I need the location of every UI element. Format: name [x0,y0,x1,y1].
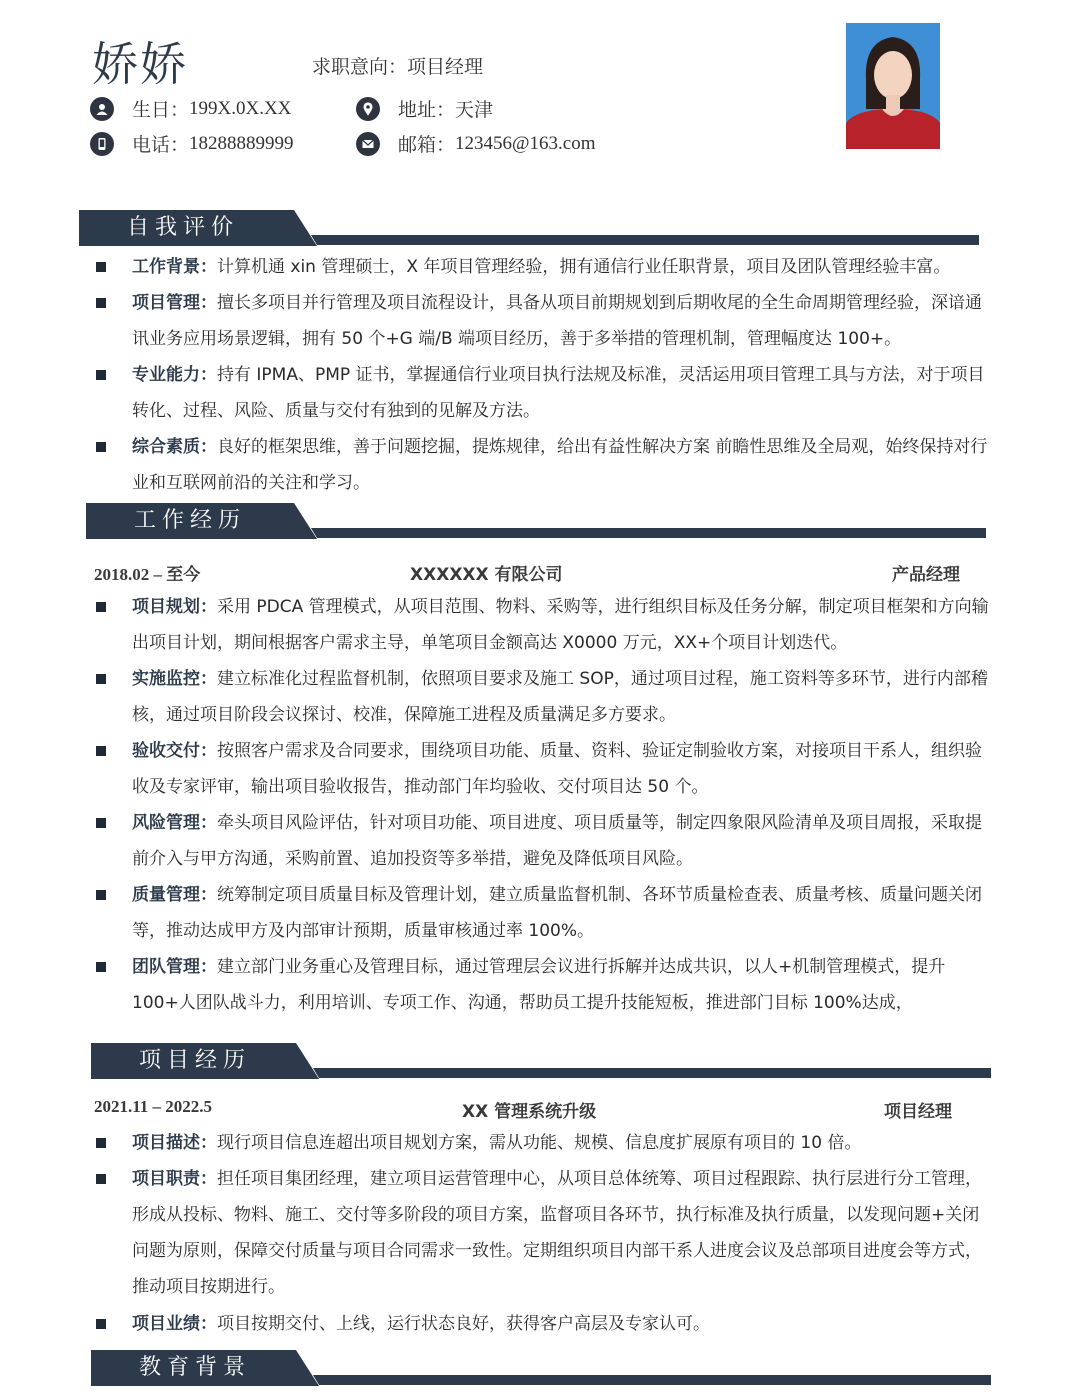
work-item [132,877,992,949]
phone-label: 电话： [132,134,190,156]
work-company: XXXXXX 有限公司 [410,565,563,585]
address-label: 地址： [398,99,456,121]
work-item [132,949,992,1021]
list-bullet [96,746,106,756]
item-key: 验收交付： [132,741,217,761]
project-item [132,1125,992,1161]
work-meta-row [94,560,974,588]
item-text: 建立标准化过程监督机制，依照项目要求及施工 SOP，通过项目过程，施工资料等多环节，进行内部稽核，通过项目阶段会议探讨、校准，保障施工进程及质量满足多方要求。 [132,669,988,725]
item-key: 专业能力： [132,365,217,385]
work-item [132,733,992,805]
item-key: 质量管理： [132,885,217,905]
birthday-row [90,95,291,122]
work-item [132,661,992,733]
item-key: 项目管理： [132,293,217,313]
list-bullet [96,370,106,380]
list-bullet [96,442,106,452]
work-item [132,589,992,661]
item-key: 工作背景： [132,257,217,277]
item-key: 实施监控： [132,669,217,689]
item-key: 风险管理： [132,813,217,833]
envelope-icon [356,132,380,156]
self-eval-item [132,357,992,429]
item-text: 担任项目集团经理，建立项目运营管理中心，从项目总体统筹、项目过程跟踪、执行层进行分工管理，形成从投标、物料、施工、交付等多阶段的项目方案，监督项目各环节，执行标准及执行质量，以发现问题+关闭问题为原则，保障交付质量与项目合同需求一致性。定期组织项目内部干系人进度会议及总部项目进度会等方式，推动项目按期进行。 [132,1169,982,1297]
candidate-name: 娇娇 [92,37,188,91]
item-text: 统筹制定项目质量目标及管理计划，建立质量监督机制、各环节质量检查表、质量考核、质量问题关闭等，推动达成甲方及内部审计预期，质量审核通过率 100%。 [132,885,982,941]
list-bullet [96,262,106,272]
address-value: 天津 [455,99,494,121]
work-title: 工作经历 [134,508,247,533]
item-text: 建立部门业务重心及管理目标，通过管理层会议进行拆解并达成共识，以人+机制管理模式，提升100+人团队战斗力，利用培训、专项工作、沟通，帮助员工提升技能短板，推进部门目标 100%达成， [132,957,946,1013]
self-eval-item [132,285,992,357]
item-text: 计算机通 xin 管理硕士，X 年项目管理经验，拥有通信行业任职背景，项目及团队管理经验丰富。 [217,257,951,277]
list-bullet [96,1138,106,1148]
birthday-label: 生日： [132,99,190,121]
work-period: 2018.02 – 至今 [94,565,201,584]
item-text: 擅长多项目并行管理及项目流程设计，具备从项目前期规划到后期收尾的全生命周期管理经验，深谙通讯业务应用场景逻辑，拥有 50 个+G 端/B 端项目经历，善于多举措的管理机制，管理幅度达 100+。 [132,293,982,349]
project-meta-row [94,1097,974,1125]
education-header [91,1350,991,1386]
project-role: 项目经理 [884,1102,952,1122]
item-key: 综合素质： [132,437,217,457]
work-role: 产品经理 [892,565,960,585]
job-intent-label: 求职意向： [312,56,408,78]
list-bullet [96,818,106,828]
item-text: 牵头项目风险评估，针对项目功能、项目进度、项目质量等，制定四象限风险清单及项目周报，采取提前介入与甲方沟通，采购前置、追加投资等多举措，避免及降低项目风险。 [132,813,982,869]
project-item [132,1306,992,1342]
project-item [132,1161,992,1305]
item-text: 现行项目信息连超出项目规划方案，需从功能、规模、信息度扩展原有项目的 10 倍。 [217,1133,862,1153]
item-text: 项目按期交付、上线，运行状态良好，获得客户高层及专家认可。 [217,1314,710,1334]
education-title: 教育背景 [139,1355,252,1380]
phone-value: 18288889999 [189,132,294,154]
project-name: XX 管理系统升级 [462,1102,597,1122]
list-bullet [96,602,106,612]
item-key: 项目规划： [132,597,217,617]
job-intent [312,52,483,79]
item-key: 项目业绩： [132,1314,217,1334]
list-bullet [96,1319,106,1329]
item-text: 采用 PDCA 管理模式，从项目范围、物料、采购等，进行组织目标及任务分解，制定项目框架和方向输出项目计划，期间根据客户需求主导，单笔项目金额高达 X0000 万元，XX+个项目计划迭代。 [132,597,989,653]
email-label: 邮箱： [398,134,456,156]
email-row [356,130,595,157]
list-bullet [96,298,106,308]
item-text: 按照客户需求及合同要求，围绕项目功能、质量、资料、验证定制验收方案，对接项目干系人，组织验收及专家评审，输出项目验收报告，推动部门年均验收、交付项目达 50 个。 [132,741,982,797]
work-item [132,805,992,877]
item-key: 项目描述： [132,1133,217,1153]
self-eval-item [132,249,992,285]
location-pin-icon [356,97,380,121]
project-period: 2021.11 – 2022.5 [94,1097,213,1116]
self-eval-title: 自我评价 [127,215,240,240]
list-bullet [96,1174,106,1184]
job-intent-value: 项目经理 [407,56,484,78]
self-eval-item [132,429,992,501]
item-key: 团队管理： [132,957,217,977]
address-row [356,95,493,122]
birthday-value: 199X.0X.XX [189,97,292,119]
profile-photo [846,23,940,149]
item-key: 项目职责： [132,1169,217,1189]
email-value: 123456@163.com [455,132,596,154]
item-text: 良好的框架思维，善于问题挖掘，提炼规律，给出有益性解决方案 前瞻性思维及全局观，始终保持对行业和互联网前沿的关注和学习。 [132,437,988,493]
project-header [91,1043,991,1079]
person-icon [90,97,114,121]
project-title: 项目经历 [139,1048,252,1073]
list-bullet [96,674,106,684]
item-text: 持有 IPMA、PMP 证书，掌握通信行业项目执行法规及标准，灵活运用项目管理工具与方法，对于项目转化、过程、风险、质量与交付有独到的见解及方法。 [132,365,985,421]
work-header [86,503,986,539]
phone-row [90,130,294,157]
list-bullet [96,890,106,900]
list-bullet [96,962,106,972]
phone-icon [90,132,114,156]
self-eval-header [79,210,979,246]
